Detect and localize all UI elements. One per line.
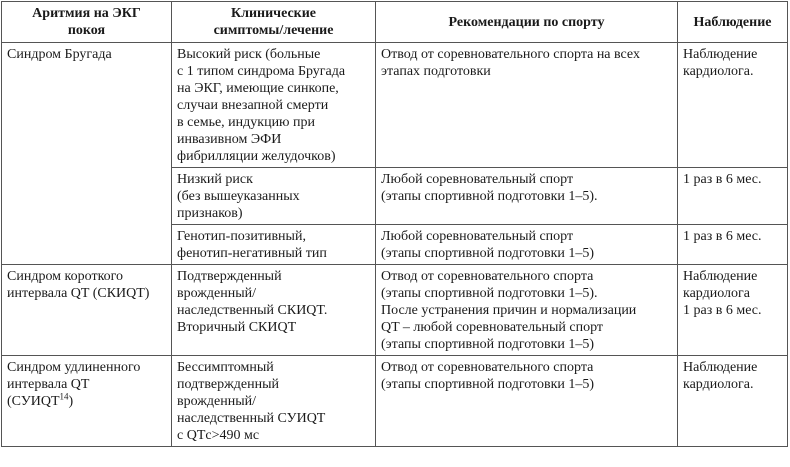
- header-row: [2, 2, 788, 43]
- cell-brugada-geno-symptoms: Генотип-позитивный, фенотип-негативный тип: [172, 225, 376, 265]
- arrhythmia-sport-table: [1, 1, 788, 447]
- header-arrhythmia: Аритмия на ЭКГ покоя: [2, 2, 172, 43]
- cell-brugada-high-obs: Наблюдение кардиолога.: [678, 43, 788, 168]
- cell-long-qt-symptoms: Бессимптомный подтвержденный врожденный/ наследственный СУИQT с QTс>490 мс: [172, 356, 376, 447]
- cell-brugada-geno-obs: 1 раз в 6 мес.: [678, 225, 788, 265]
- cell-short-qt-symptoms: Подтвержденный врожденный/ наследственный СКИQT. Вторичный СКИQT: [172, 265, 376, 356]
- cell-short-qt-rec: Отвод от соревновательного спорта (этапы спортивной подготовки 1–5). После устранения причин и нормализации QT – любой соревновательный спорт (этапы спортивной подготовки 1–5): [376, 265, 678, 356]
- cell-long-qt-name: [2, 356, 172, 447]
- cell-long-qt-rec: Отвод от соревновательного спорта (этапы спортивной подготовки 1–5): [376, 356, 678, 447]
- cell-long-qt-obs: Наблюдение кардиолога.: [678, 356, 788, 447]
- footnote-ref: 14: [59, 391, 69, 402]
- cell-brugada-low-obs: 1 раз в 6 мес.: [678, 168, 788, 225]
- table-row: [2, 356, 788, 447]
- long-qt-name-text: Синдром удлиненного интервала QT (СУИQT: [7, 360, 141, 409]
- cell-short-qt-name: Синдром короткого интервала QT (СКИQT): [2, 265, 172, 356]
- long-qt-name-close: ): [68, 394, 74, 409]
- header-recommendations: Рекомендации по спорту: [376, 2, 678, 43]
- cell-brugada-high-rec: Отвод от соревновательного спорта на всех этапах подготовки: [376, 43, 678, 168]
- table-row: [2, 43, 788, 168]
- cell-brugada-low-symptoms: Низкий риск (без вышеуказанных признаков): [172, 168, 376, 225]
- cell-brugada-high-symptoms: Высокий риск (больные с 1 типом синдрома Бругада на ЭКГ, имеющие синкопе, случаи внезапной смерти в семье, индукцию при инвазивном ЭФИ фибрилляции желудочков): [172, 43, 376, 168]
- cell-brugada-name: Синдром Бругада: [2, 43, 172, 265]
- cell-short-qt-obs: Наблюдение кардиолога 1 раз в 6 мес.: [678, 265, 788, 356]
- header-observation: Наблюдение: [678, 2, 788, 43]
- cell-brugada-low-rec: Любой соревновательный спорт (этапы спортивной подготовки 1–5).: [376, 168, 678, 225]
- table-row: [2, 265, 788, 356]
- cell-brugada-geno-rec: Любой соревновательный спорт (этапы спортивной подготовки 1–5): [376, 225, 678, 265]
- header-symptoms: Клинические симптомы/лечение: [172, 2, 376, 43]
